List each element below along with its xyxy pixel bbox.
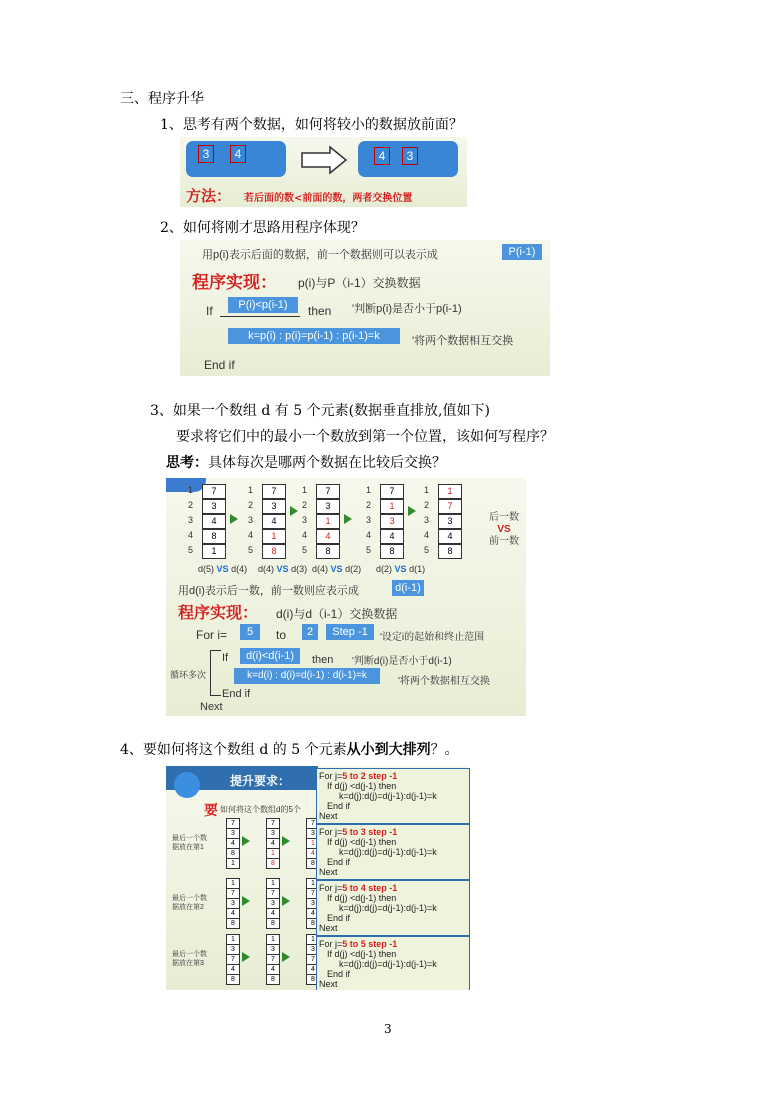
sort-cell: 4 bbox=[266, 964, 280, 975]
d-swap-comment: '将两个数据相互交换 bbox=[398, 676, 490, 687]
green-arrow-icon bbox=[282, 952, 290, 962]
array-index: 3 bbox=[302, 515, 308, 525]
think-text: 具体每次是哪两个数据在比较后交换？ bbox=[208, 455, 446, 471]
sort-title: 提升要求： bbox=[230, 774, 291, 788]
code-line: If d(j) <d(j-1) then bbox=[327, 893, 397, 903]
array-cell: 8 bbox=[380, 544, 404, 559]
p-swap: k=p(i) : p(i)=p(i-1) : p(i-1)=k bbox=[228, 328, 400, 344]
vs-word: VS bbox=[216, 564, 229, 574]
array-cell: 1 bbox=[438, 484, 462, 499]
code-line: If d(j) <d(j-1) then bbox=[327, 949, 397, 959]
array-cell: 1 bbox=[202, 544, 226, 559]
array-cell: 8 bbox=[438, 544, 462, 559]
code-block bbox=[316, 824, 470, 880]
vs-label bbox=[376, 564, 425, 574]
sort-cell: 8 bbox=[266, 858, 280, 869]
sort-cell: 7 bbox=[266, 888, 280, 899]
p-impl-text: p(i)与P（i-1）交换数据 bbox=[298, 276, 421, 290]
vs-word: VS bbox=[276, 564, 289, 574]
code-line: k=d(j):d(j)=d(j-1):d(j-1)=k bbox=[339, 791, 437, 801]
d-step: Step -1 bbox=[326, 624, 374, 640]
sort-cell: 4 bbox=[266, 838, 280, 849]
method-label: 方法： bbox=[186, 187, 232, 205]
sort-cell: 4 bbox=[266, 908, 280, 919]
think-label: 思考： bbox=[166, 455, 208, 471]
array-cell: 3 bbox=[438, 514, 462, 529]
d-then: then bbox=[312, 654, 334, 666]
array-index: 1 bbox=[302, 485, 308, 495]
sort-cell: 8 bbox=[226, 848, 240, 859]
sort-cell: 7 bbox=[226, 888, 240, 899]
array-index: 3 bbox=[366, 515, 372, 525]
sort-cell: 7 bbox=[226, 954, 240, 965]
code-line: Next bbox=[319, 979, 338, 989]
code-line: Next bbox=[319, 811, 338, 821]
array-cell: 4 bbox=[316, 529, 340, 544]
sort-cell: 1 bbox=[226, 934, 240, 945]
green-arrow-icon bbox=[344, 514, 352, 524]
green-arrow-icon bbox=[282, 896, 290, 906]
sort-row-label-line: 最后一个数 bbox=[172, 835, 207, 842]
q4-prefix: 4、要如何将这个数组 d 的 5 个元素 bbox=[120, 742, 347, 758]
code-block bbox=[316, 880, 470, 936]
p-endif: End if bbox=[204, 358, 235, 372]
figure-code-p bbox=[180, 240, 550, 376]
sort-cell: 3 bbox=[306, 898, 320, 909]
sort-row-label bbox=[172, 950, 207, 968]
green-arrow-icon bbox=[282, 836, 290, 846]
sort-cell: 7 bbox=[306, 888, 320, 899]
d-for-comment: '设定i的起始和终止范围 bbox=[380, 632, 485, 643]
code-line: Next bbox=[319, 923, 338, 933]
figure-sort bbox=[166, 766, 470, 990]
array-cell: 8 bbox=[202, 529, 226, 544]
array-index: 5 bbox=[302, 545, 308, 555]
sort-cell: 8 bbox=[306, 974, 320, 985]
page-number: 3 bbox=[384, 1022, 392, 1036]
array-cell: 7 bbox=[380, 484, 404, 499]
array-index: 1 bbox=[424, 485, 430, 495]
array-cell: 7 bbox=[262, 484, 286, 499]
sort-cell: 3 bbox=[226, 944, 240, 955]
code-for-prefix: For j= bbox=[319, 771, 343, 781]
sort-cell: 8 bbox=[226, 918, 240, 929]
code-line: k=d(j):d(j)=d(j-1):d(j-1)=k bbox=[339, 959, 437, 969]
vs-b: d(3) bbox=[291, 564, 308, 574]
p-then: then bbox=[308, 304, 332, 318]
array-index: 2 bbox=[366, 500, 372, 510]
d-endif: End if bbox=[222, 688, 251, 700]
question-3-line2: 要求将它们中的最小一个数放到第一个位置，该如何写程序？ bbox=[176, 429, 554, 445]
sort-cell: 3 bbox=[266, 898, 280, 909]
array-index: 4 bbox=[248, 530, 254, 540]
sort-cell: 4 bbox=[306, 848, 320, 859]
array-index: 5 bbox=[188, 545, 194, 555]
array-cell: 8 bbox=[262, 544, 286, 559]
code-line: k=d(j):d(j)=d(j-1):d(j-1)=k bbox=[339, 903, 437, 913]
code-line: End if bbox=[327, 857, 351, 867]
d-for-end: 2 bbox=[302, 624, 318, 640]
side-note-3: 前一数 bbox=[489, 536, 519, 547]
code-block bbox=[316, 936, 470, 990]
sort-cell: 8 bbox=[266, 974, 280, 985]
p-cond-comment: '判断p(i)是否小于p(i-1) bbox=[352, 303, 462, 315]
code-for-prefix: For j= bbox=[319, 939, 343, 949]
array-index: 2 bbox=[424, 500, 430, 510]
array-index: 4 bbox=[424, 530, 430, 540]
vs-label bbox=[258, 564, 307, 574]
array-index: 2 bbox=[302, 500, 308, 510]
d-cond: d(i)<d(i-1) bbox=[240, 648, 300, 664]
vs-a: d(4) bbox=[312, 564, 329, 574]
array-cell: 8 bbox=[316, 544, 340, 559]
sort-cell: 8 bbox=[266, 918, 280, 929]
section-title: 三、程序升华 bbox=[120, 91, 204, 107]
d-impl-text: d(i)与d（i-1）交换数据 bbox=[276, 607, 398, 621]
p-impl-label: 程序实现： bbox=[192, 273, 277, 293]
array-index: 2 bbox=[248, 500, 254, 510]
code-for-prefix: For j= bbox=[319, 883, 343, 893]
d-for: For i= bbox=[196, 628, 228, 642]
vs-a: d(5) bbox=[198, 564, 215, 574]
green-arrow-icon bbox=[230, 514, 238, 524]
d-line1: 用d(i)表示后一数，前一数则应表示成 bbox=[178, 585, 359, 597]
sort-cell: 3 bbox=[306, 944, 320, 955]
sort-cell: 4 bbox=[306, 908, 320, 919]
code-for-range: 5 to 4 step -1 bbox=[342, 883, 398, 893]
green-arrow-icon bbox=[242, 952, 250, 962]
code-for-range: 5 to 5 step -1 bbox=[342, 939, 398, 949]
sort-cell: 7 bbox=[226, 818, 240, 829]
cell-left-1: 3 bbox=[198, 145, 214, 163]
green-arrow-icon bbox=[408, 506, 416, 516]
sort-cell: 4 bbox=[226, 908, 240, 919]
code-line: End if bbox=[327, 801, 351, 811]
vs-b: d(1) bbox=[409, 564, 426, 574]
sort-sub-text: 如何将这个数组d的5个 bbox=[220, 805, 301, 814]
sort-cell: 3 bbox=[226, 898, 240, 909]
question-1: 1、思考有两个数据，如何将较小的数据放前面？ bbox=[160, 117, 463, 133]
q4-bold: 从小到大排列 bbox=[346, 742, 431, 758]
array-index: 3 bbox=[188, 515, 194, 525]
array-index: 4 bbox=[302, 530, 308, 540]
gear-icon bbox=[174, 772, 200, 798]
sort-cell: 7 bbox=[306, 818, 320, 829]
sort-cell: 1 bbox=[226, 878, 240, 889]
sort-cell: 4 bbox=[306, 964, 320, 975]
sort-cell: 3 bbox=[266, 828, 280, 839]
sort-row-label-line: 最后一个数 bbox=[172, 951, 207, 958]
d-impl-label: 程序实现： bbox=[178, 603, 259, 622]
vs-word: VS bbox=[394, 564, 407, 574]
loop-label: 循环多次 bbox=[170, 670, 207, 680]
sort-cell: 8 bbox=[306, 858, 320, 869]
array-cell: 7 bbox=[438, 499, 462, 514]
vs-b: d(4) bbox=[231, 564, 248, 574]
sort-cell: 7 bbox=[266, 954, 280, 965]
p-swap-comment: '将两个数据相互交换 bbox=[412, 335, 514, 347]
array-cell: 4 bbox=[380, 529, 404, 544]
p-cond: P(i)<p(i-1) bbox=[228, 297, 298, 313]
cell-right-1: 4 bbox=[374, 147, 390, 165]
sort-sub-big: 要 bbox=[204, 803, 218, 819]
side-note-1: 后一数 bbox=[489, 512, 519, 523]
p-if: If bbox=[206, 304, 213, 318]
sort-cell: 8 bbox=[226, 974, 240, 985]
array-index: 3 bbox=[248, 515, 254, 525]
code-for-range: 5 to 3 step -1 bbox=[342, 827, 398, 837]
d-if: If bbox=[222, 652, 229, 664]
d-for-start: 5 bbox=[240, 624, 260, 640]
p-line1: 用p(i)表示后面的数据，前一个数据则可以表示成 bbox=[202, 249, 438, 261]
vs-b: d(2) bbox=[345, 564, 362, 574]
array-cell: 3 bbox=[380, 514, 404, 529]
sort-row-label bbox=[172, 834, 207, 852]
sort-cell: 4 bbox=[226, 964, 240, 975]
sort-row-label-line: 据放在第3 bbox=[172, 960, 204, 967]
d-line1-box: d(i-1) bbox=[392, 580, 424, 596]
vs-label bbox=[312, 564, 361, 574]
array-cell: 4 bbox=[202, 514, 226, 529]
sort-cell: 1 bbox=[266, 848, 280, 859]
sort-row-label bbox=[172, 894, 207, 912]
array-index: 1 bbox=[248, 485, 254, 495]
sort-cell: 1 bbox=[226, 858, 240, 869]
green-arrow-icon bbox=[242, 896, 250, 906]
figure-array-d bbox=[166, 478, 526, 716]
method-text: 若后面的数<前面的数，两者交换位置 bbox=[244, 193, 413, 204]
cell-right-2: 3 bbox=[402, 147, 418, 165]
array-cell: 7 bbox=[202, 484, 226, 499]
code-line: End if bbox=[327, 913, 351, 923]
code-line: If d(j) <d(j-1) then bbox=[327, 781, 397, 791]
array-index: 5 bbox=[366, 545, 372, 555]
code-for-prefix: For j= bbox=[319, 827, 343, 837]
sort-cell: 7 bbox=[266, 818, 280, 829]
sort-cell: 1 bbox=[306, 838, 320, 849]
d-next: Next bbox=[200, 701, 223, 713]
code-line: End if bbox=[327, 969, 351, 979]
figure-swap-two bbox=[180, 137, 467, 207]
sort-cell: 1 bbox=[306, 878, 320, 889]
array-cell: 3 bbox=[316, 499, 340, 514]
sort-cell: 3 bbox=[306, 828, 320, 839]
p-line1-box: P(i-1) bbox=[502, 244, 542, 260]
sort-row-label-line: 最后一个数 bbox=[172, 895, 207, 902]
code-for-range: 5 to 2 step -1 bbox=[342, 771, 398, 781]
sort-cell: 3 bbox=[266, 944, 280, 955]
sort-cell: 7 bbox=[306, 954, 320, 965]
array-index: 4 bbox=[366, 530, 372, 540]
vs-word: VS bbox=[330, 564, 343, 574]
code-line: k=d(j):d(j)=d(j-1):d(j-1)=k bbox=[339, 847, 437, 857]
array-index: 2 bbox=[188, 500, 194, 510]
question-3: 3、如果一个数组 d 有 5 个元素(数据垂直排放,值如下) bbox=[150, 403, 490, 419]
sort-row-label-line: 据放在第1 bbox=[172, 844, 204, 851]
vs-a: d(4) bbox=[258, 564, 275, 574]
array-cell: 4 bbox=[438, 529, 462, 544]
sort-cell: 8 bbox=[306, 918, 320, 929]
d-to: to bbox=[276, 628, 287, 642]
sort-cell: 1 bbox=[266, 934, 280, 945]
q4-suffix: ？。 bbox=[430, 742, 459, 758]
question-2: 2、如何将刚才思路用程序体现？ bbox=[160, 220, 365, 236]
d-swap: k=d(i) : d(i)=d(i-1) : d(i-1)=k bbox=[234, 668, 380, 684]
code-line: If d(j) <d(j-1) then bbox=[327, 837, 397, 847]
green-arrow-icon bbox=[290, 506, 298, 516]
sort-cell: 3 bbox=[226, 828, 240, 839]
green-arrow-icon bbox=[242, 836, 250, 846]
arrow-right-icon bbox=[300, 145, 350, 175]
side-note-2: VS bbox=[497, 524, 511, 535]
sort-cell: 1 bbox=[306, 934, 320, 945]
array-cell: 4 bbox=[262, 514, 286, 529]
sort-cell: 1 bbox=[266, 878, 280, 889]
array-index: 1 bbox=[188, 485, 194, 495]
vs-a: d(2) bbox=[376, 564, 393, 574]
sort-cell: 4 bbox=[226, 838, 240, 849]
sort-row-label-line: 据放在第2 bbox=[172, 904, 204, 911]
code-block bbox=[316, 768, 470, 824]
array-index: 1 bbox=[366, 485, 372, 495]
array-cell: 1 bbox=[380, 499, 404, 514]
array-cell: 7 bbox=[316, 484, 340, 499]
array-cell: 1 bbox=[316, 514, 340, 529]
array-cell: 3 bbox=[202, 499, 226, 514]
cell-left-2: 4 bbox=[230, 145, 246, 163]
array-cell: 3 bbox=[262, 499, 286, 514]
code-line: Next bbox=[319, 867, 338, 877]
vs-label bbox=[198, 564, 247, 574]
array-index: 5 bbox=[248, 545, 254, 555]
array-index: 5 bbox=[424, 545, 430, 555]
d-cond-comment: '判断d(i)是否小于d(i-1) bbox=[352, 656, 452, 667]
array-index: 4 bbox=[188, 530, 194, 540]
array-cell: 1 bbox=[262, 529, 286, 544]
array-index: 3 bbox=[424, 515, 430, 525]
